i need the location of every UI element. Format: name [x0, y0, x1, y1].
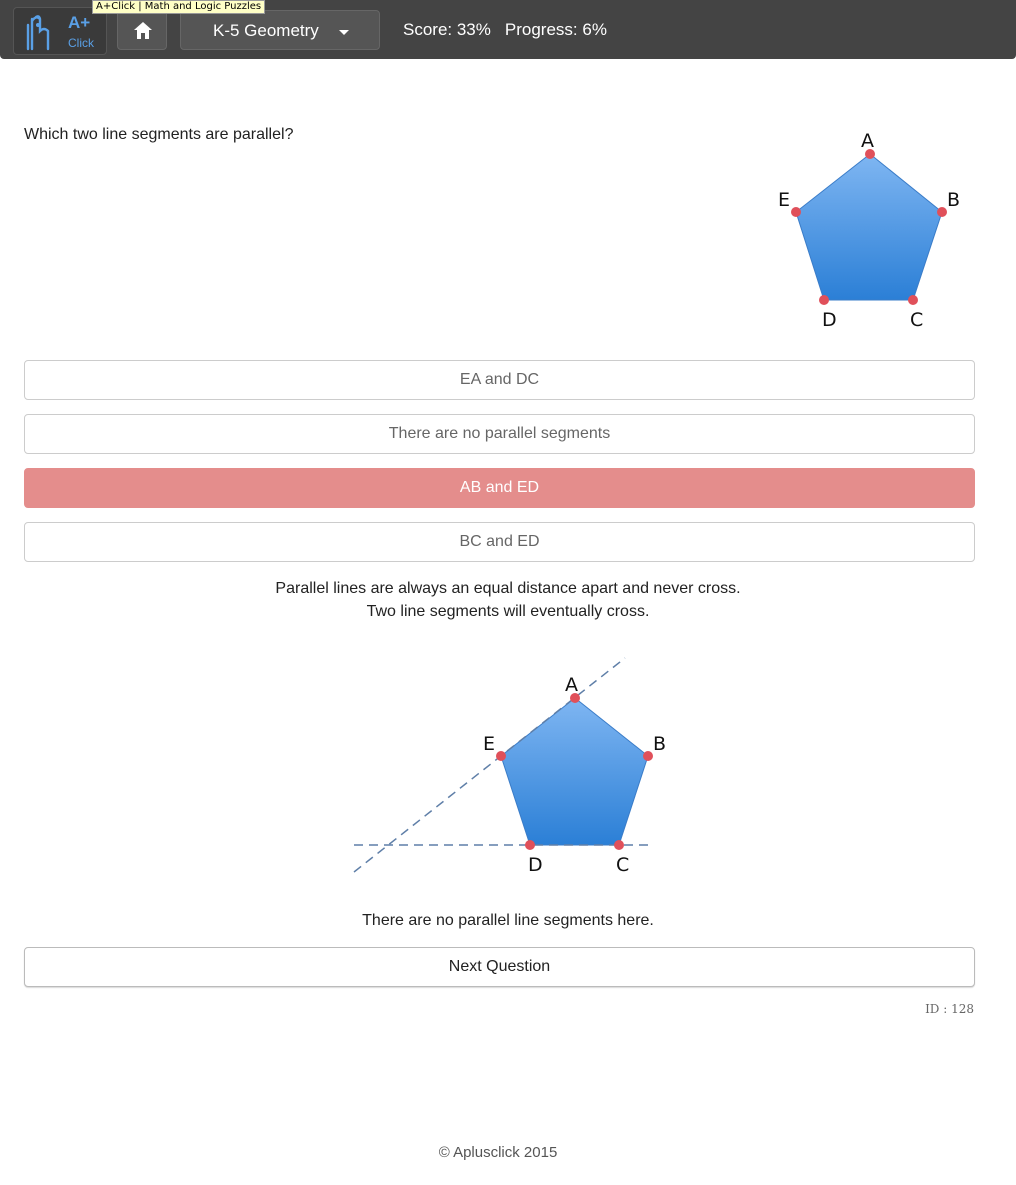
score-text: Score: 33%: [403, 20, 491, 39]
vertex-d-label: D: [822, 309, 837, 331]
logo-title: A+: [68, 13, 91, 32]
logo-hand-icon: [22, 13, 66, 51]
vertex-c-label: C: [910, 309, 924, 331]
logo-subtitle: Click: [68, 36, 94, 50]
answer-option-4[interactable]: BC and ED: [24, 522, 975, 562]
explanation-line-2: Two line segments will eventually cross.: [366, 603, 650, 620]
vertex-c-label: C: [616, 854, 630, 876]
question-pentagon-figure: [770, 122, 970, 337]
answer-option-3-wrong[interactable]: AB and ED: [24, 468, 975, 508]
vertex-a-label: A: [861, 130, 874, 152]
next-question-button[interactable]: Next Question: [24, 947, 975, 987]
topic-label: K-5 Geometry: [213, 21, 319, 40]
vertex-d-dot: [819, 295, 829, 305]
vertex-e-dot: [791, 207, 801, 217]
footer-copyright: © Aplusclick 2015: [438, 1144, 558, 1161]
progress-text: Progress: 6%: [504, 20, 607, 39]
vertex-b-dot: [643, 751, 653, 761]
vertex-d-dot: [525, 840, 535, 850]
pentagon-shape: [501, 698, 648, 845]
answer-option-1[interactable]: EA and DC: [24, 360, 975, 400]
vertex-d-label: D: [528, 854, 543, 876]
home-icon: [134, 22, 152, 39]
question-id: ID : 128: [925, 1002, 974, 1016]
vertex-c-dot: [614, 840, 624, 850]
aplusclick-logo[interactable]: [13, 7, 107, 55]
answer-option-2[interactable]: There are no parallel segments: [24, 414, 975, 454]
explanation-conclusion: There are no parallel line segments here.: [362, 912, 654, 929]
vertex-e-dot: [496, 751, 506, 761]
question-text: Which two line segments are parallel?: [24, 126, 294, 143]
vertex-b-label: B: [653, 733, 667, 755]
vertex-a-label: A: [565, 674, 578, 696]
pentagon-shape: [796, 154, 942, 300]
title-tooltip: A+Click | Math and Logic Puzzles: [92, 0, 265, 14]
topic-dropdown[interactable]: [180, 10, 380, 50]
explanation-text: [24, 577, 992, 623]
chevron-down-icon: [339, 30, 349, 35]
vertex-b-label: B: [947, 189, 961, 211]
score-progress: [403, 20, 607, 40]
explanation-line-1: Parallel lines are always an equal distance apart and never cross.: [275, 580, 741, 597]
explanation-pentagon-figure: [340, 650, 680, 890]
vertex-c-dot: [908, 295, 918, 305]
vertex-e-label: E: [483, 733, 496, 755]
home-button[interactable]: [117, 10, 167, 50]
vertex-e-label: E: [778, 189, 791, 211]
vertex-b-dot: [937, 207, 947, 217]
